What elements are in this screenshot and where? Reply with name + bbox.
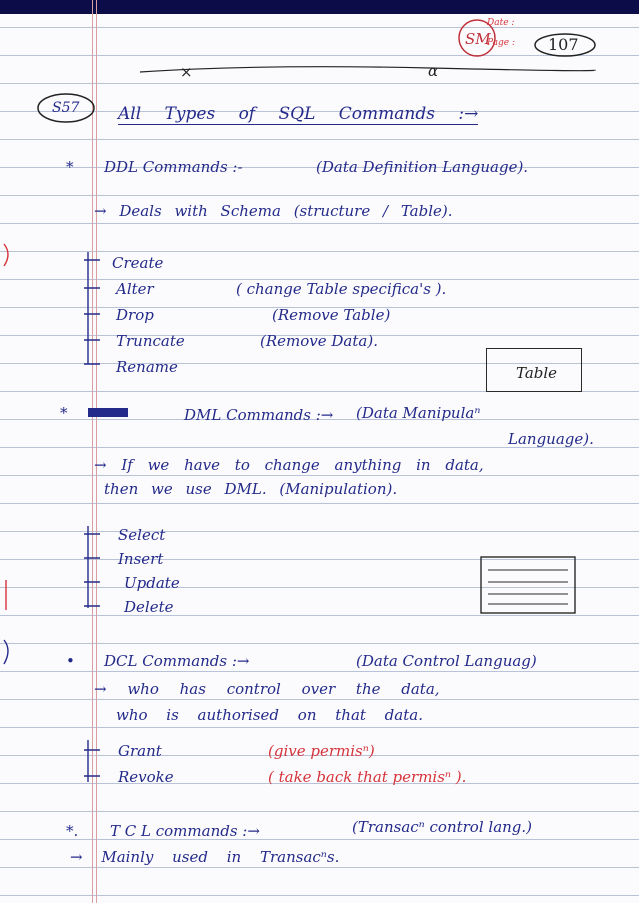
dml-item-select: Select — [118, 526, 166, 544]
svg-text:SM: SM — [465, 30, 491, 48]
dml-item-update: Update — [124, 574, 180, 592]
divider-cross-line — [140, 60, 600, 80]
dcl-item-grant: Grant — [118, 742, 162, 760]
dml-description-1: → If we have to change anything in data, — [94, 456, 484, 474]
dcl-tree-lines — [80, 740, 110, 790]
ddl-tree-lines — [80, 252, 110, 372]
ddl-heading: DDL Commands :- — [104, 158, 243, 176]
dcl-heading: DCL Commands :→ — [104, 652, 250, 670]
ddl-note-truncate: (Remove Data). — [260, 332, 378, 350]
dml-bullet-scribble — [60, 404, 170, 424]
dml-description-2: then we use DML. (Manipulation). — [104, 480, 398, 498]
svg-text:α: α — [428, 62, 439, 80]
dcl-bullet: • — [66, 652, 75, 670]
dcl-item-revoke: Revoke — [118, 768, 174, 786]
section-marker: S57 — [52, 100, 80, 116]
dcl-full-form: (Data Control Languag) — [356, 652, 537, 670]
dcl-note-revoke: ( take back that permisⁿ ). — [268, 768, 467, 786]
ddl-note-alter: ( change Table specifica's ). — [236, 280, 447, 298]
dcl-description-2: who is authorised on that data. — [116, 706, 423, 724]
tcl-bullet: *. — [66, 822, 79, 840]
ddl-item-alter: Alter — [116, 280, 154, 298]
ddl-item-create: Create — [112, 254, 164, 272]
tcl-full-form: (Transacⁿ control lang.) — [352, 818, 533, 836]
table-sketch-label: Table — [516, 364, 558, 382]
ddl-full-form: (Data Definition Language). — [316, 158, 529, 176]
page-title: All Types of SQL Commands :→ — [118, 104, 479, 124]
tcl-description: → Mainly used in Transacⁿs. — [70, 848, 340, 866]
margin-marks — [0, 240, 20, 670]
ddl-note-drop: (Remove Table) — [272, 306, 391, 324]
ddl-bullet: * — [66, 158, 74, 176]
dcl-note-grant: (give permisⁿ) — [268, 742, 375, 760]
svg-text:*: * — [60, 404, 68, 422]
dml-tree-lines — [80, 526, 110, 616]
svg-text:×: × — [180, 63, 193, 81]
dml-item-delete: Delete — [124, 598, 174, 616]
dml-full-form-2: Language). — [508, 430, 594, 448]
table-grid-sketch — [480, 556, 580, 618]
page-number: 107 — [548, 35, 579, 54]
dcl-description-1: → who has control over the data, — [94, 680, 440, 698]
dml-item-insert: Insert — [118, 550, 164, 568]
dml-heading: DML Commands :→ — [184, 406, 334, 424]
ddl-item-drop: Drop — [116, 306, 154, 324]
tcl-heading: T C L commands :→ — [110, 822, 260, 840]
ddl-description: → Deals with Schema (structure / Table). — [94, 202, 453, 220]
ddl-item-rename: Rename — [116, 358, 178, 376]
date-label: Date : — [487, 18, 515, 28]
page-label: Page : — [487, 38, 515, 48]
ddl-item-truncate: Truncate — [116, 332, 185, 350]
dml-full-form-1: (Data Manipulaⁿ — [356, 404, 481, 422]
